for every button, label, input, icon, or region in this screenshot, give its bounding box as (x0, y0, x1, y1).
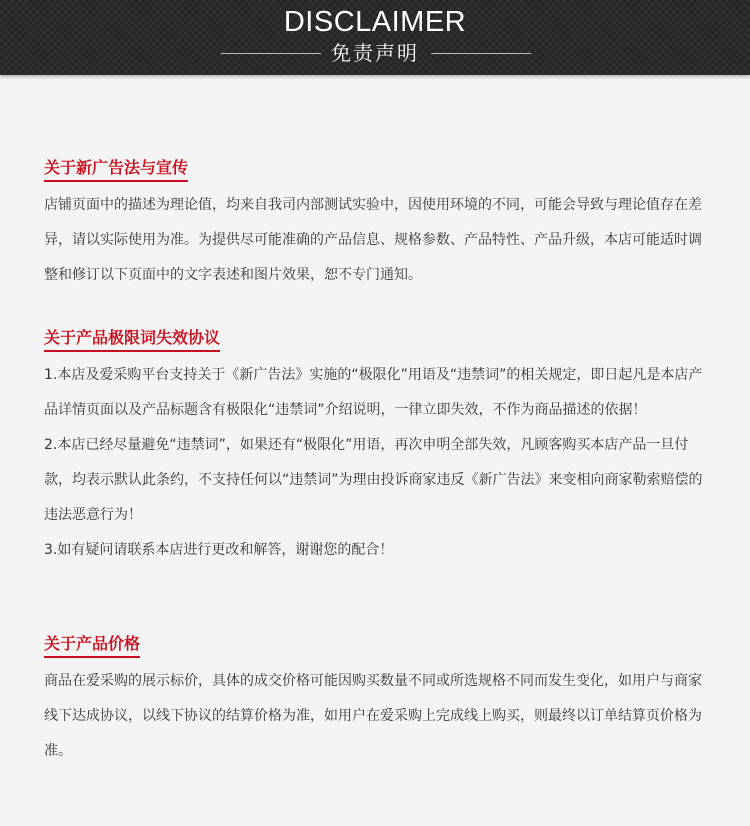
section-title: 关于产品价格 (44, 633, 140, 658)
header-subtitle: 免责声明 (331, 41, 419, 65)
section-title: 关于新广告法与宣传 (44, 157, 188, 182)
section-paragraph: 2.本店已经尽量避免“违禁词”，如果还有“极限化”用语，再次申明全部失效，凡顾客购买本店产品一旦付款，均表示默认此条约，不支持任何以“违禁词”为理由投诉商家违反《新广告法》来变相向商家勒索赔偿的违法恶意行为！ (44, 437, 703, 523)
header-title: DISCLAIMER (283, 6, 467, 38)
section-paragraph: 3.如有疑问请联系本店进行更改和解答，谢谢您的配合！ (44, 542, 394, 558)
section-paragraph: 1.本店及爱采购平台支持关于《新广告法》实施的“极限化”用语及“违禁词”的相关规定，即日起凡是本店产品详情页面以及产品标题含有极限化“违禁词”介绍说明，一律立即失效，不作为商品描述的依据！ (44, 367, 703, 418)
section-extreme-words-agreement (44, 327, 714, 568)
section-product-price (44, 633, 714, 769)
disclaimer-header (0, 0, 750, 75)
section-title: 关于产品极限词失效协议 (44, 327, 220, 352)
section-new-ad-law (44, 157, 714, 293)
section-paragraph: 店铺页面中的描述为理论值，均来自我司内部测试实验中，因使用环境的不同，可能会导致与理论值存在差异，请以实际使用为准。为提供尽可能准确的产品信息、规格参数、产品特性、产品升级，本店可能适时调整和修订以下页面中的文字表述和图片效果，恕不专门通知。 (44, 197, 702, 283)
section-paragraph: 商品在爱采购的展示标价，具体的成交价格可能因购买数量不同或所选规格不同而发生变化，如用户与商家线下达成协议，以线下协议的结算价格为准，如用户在爱采购上完成线上购买，则最终以订单结算页价格为准。 (44, 673, 702, 759)
header-divider-right (431, 53, 531, 54)
